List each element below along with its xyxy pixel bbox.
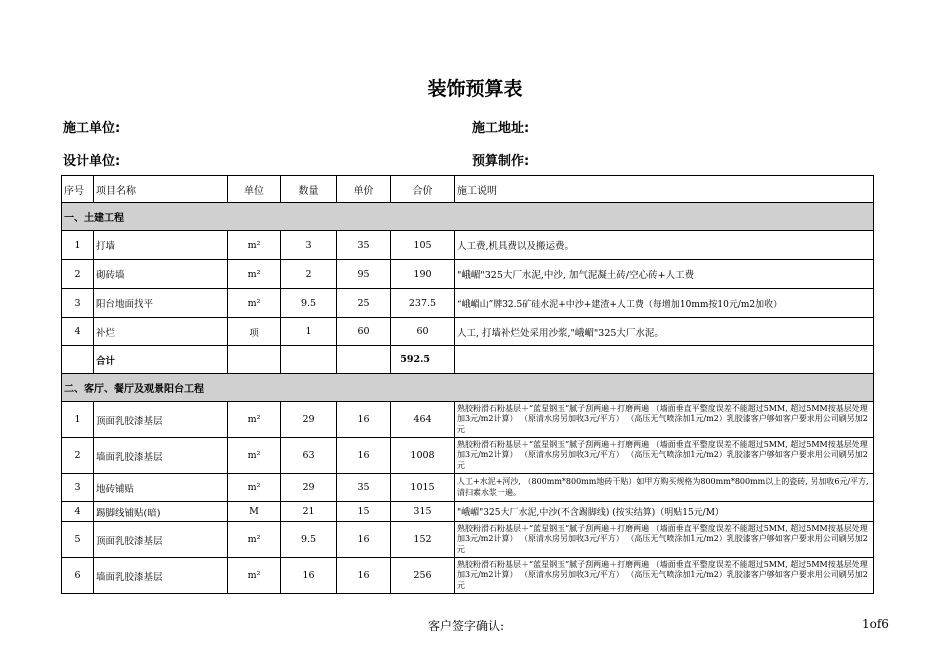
cell-no: 5: [62, 522, 94, 558]
cell-unit: m²: [228, 438, 281, 474]
cell-total: 105: [391, 231, 455, 260]
cell-no: 3: [62, 289, 94, 318]
cell-price: 60: [337, 318, 391, 346]
cell-no: 2: [62, 260, 94, 289]
cell-price: 16: [337, 522, 391, 558]
cell-unit: m²: [228, 522, 281, 558]
table-row: [62, 438, 874, 474]
cell-name: 墙面乳胶漆基层: [94, 438, 228, 474]
budget-maker-label: 预算制作:: [472, 154, 530, 169]
construction-unit-label: 施工单位:: [63, 121, 121, 136]
header-name: 项目名称: [94, 176, 228, 203]
cell-no: 1: [62, 402, 94, 438]
cell-name: 阳台地面找平: [94, 289, 228, 318]
cell-name: 顶面乳胶漆基层: [94, 522, 228, 558]
table-row: [62, 558, 874, 594]
cell-unit: m²: [228, 402, 281, 438]
table-header-row: [62, 176, 874, 203]
cell-unit: m²: [228, 260, 281, 289]
cell-total: 237.5: [391, 289, 455, 318]
cell-total: 1008: [391, 438, 455, 474]
cell-price: 35: [337, 474, 391, 502]
cell-price: 95: [337, 260, 391, 289]
section-title: 一、土建工程: [62, 203, 874, 231]
cell-no: 4: [62, 502, 94, 522]
cell-price: 16: [337, 438, 391, 474]
cell-unit: m²: [228, 558, 281, 594]
cell-qty: 63: [281, 438, 337, 474]
cell-desc: 熟胶粉滑石粉基层＋“蓝星钢玉”腻子刮两遍＋打磨两遍 （墙面垂直平整度误差不能超过5MM, 超过5MM按基层处理加3元/m2计算） （原清水房另加收3元/平方） （高压无气喷涂加1元/m2）乳胶漆客户够如客户要求用公司刷另加2元: [455, 558, 874, 594]
customer-signature-label: 客户签字确认:: [428, 619, 505, 633]
cell-unit: 项: [228, 318, 281, 346]
cell-qty: 21: [281, 502, 337, 522]
cell-desc: 人工+水泥+河沙, （800mm*800mm地砖干贴）如甲方购买规格为800mm*800mm以上的瓷砖, 另加收6元/平方, 清扫素水浆一遍。: [455, 474, 874, 502]
table-row: [62, 474, 874, 502]
header-unit: 单位: [228, 176, 281, 203]
header-qty: 数量: [281, 176, 337, 203]
cell-name: 顶面乳胶漆基层: [94, 402, 228, 438]
cell-price: 25: [337, 289, 391, 318]
subtotal-row: [62, 346, 874, 374]
section-title: 二、客厅、餐厅及观景阳台工程: [62, 374, 874, 402]
page-number: 1of6: [862, 617, 889, 631]
page-title: 装饰预算表: [427, 78, 523, 100]
cell-desc: 人工费,机具费以及搬运费。: [455, 231, 874, 260]
cell-name: 砌砖墙: [94, 260, 228, 289]
table-row: [62, 502, 874, 522]
cell-qty: 1: [281, 318, 337, 346]
table-row: [62, 522, 874, 558]
design-unit-label: 设计单位:: [63, 154, 121, 169]
construction-address-label: 施工地址:: [472, 121, 530, 136]
header-price: 单价: [337, 176, 391, 203]
cell-desc: "峨嵋"325大厂水泥,中沙(不含踢脚线) (按实结算)（明贴15元/M）: [455, 502, 874, 522]
cell-qty: 29: [281, 402, 337, 438]
cell-price: 16: [337, 558, 391, 594]
cell-qty: 16: [281, 558, 337, 594]
cell-unit: m²: [228, 474, 281, 502]
cell-total: 315: [391, 502, 455, 522]
subtotal-value: 592.5: [391, 346, 455, 374]
table-row: [62, 318, 874, 346]
header-desc: 施工说明: [455, 176, 874, 203]
cell-desc: 熟胶粉滑石粉基层＋“蓝星钢玉”腻子刮两遍＋打磨两遍 （墙面垂直平整度误差不能超过5MM, 超过5MM按基层处理加3元/m2计算） （原清水房另加收3元/平方） （高压无气喷涂加1元/m2）乳胶漆客户够如客户要求用公司刷另加2元: [455, 438, 874, 474]
cell-unit: m²: [228, 289, 281, 318]
cell-total: 152: [391, 522, 455, 558]
cell-total: 464: [391, 402, 455, 438]
cell-no: 3: [62, 474, 94, 502]
cell-total: 60: [391, 318, 455, 346]
cell-unit: m²: [228, 231, 281, 260]
header-no: 序号: [62, 176, 94, 203]
cell-qty: 9.5: [281, 522, 337, 558]
table-row: [62, 231, 874, 260]
budget-table: [61, 175, 874, 594]
cell-name: 踢脚线铺贴(暗): [94, 502, 228, 522]
cell-qty: 3: [281, 231, 337, 260]
table-row: [62, 289, 874, 318]
cell-no: 1: [62, 231, 94, 260]
cell-price: 35: [337, 231, 391, 260]
cell-no: 4: [62, 318, 94, 346]
cell-total: 1015: [391, 474, 455, 502]
cell-price: 15: [337, 502, 391, 522]
cell-no: 2: [62, 438, 94, 474]
cell-total: 256: [391, 558, 455, 594]
section-row: [62, 203, 874, 231]
header-total: 合价: [391, 176, 455, 203]
cell-desc: "峨嵋"325大厂水泥,中沙, 加气泥凝土砖/空心砖+人工费: [455, 260, 874, 289]
cell-price: 16: [337, 402, 391, 438]
cell-desc: 熟胶粉滑石粉基层＋“蓝星钢玉”腻子刮两遍＋打磨两遍 （墙面垂直平整度误差不能超过5MM, 超过5MM按基层处理加3元/m2计算） （原清水房另加收3元/平方） （高压无气喷涂加1元/m2）乳胶漆客户够如客户要求用公司刷另加2元: [455, 522, 874, 558]
cell-name: 墙面乳胶漆基层: [94, 558, 228, 594]
subtotal-label: 合计: [94, 346, 228, 374]
cell-desc: 熟胶粉滑石粉基层＋“蓝星钢玉”腻子刮两遍＋打磨两遍 （墙面垂直平整度误差不能超过5MM, 超过5MM按基层处理加3元/m2计算） （原清水房另加收3元/平方） （高压无气喷涂加1元/m2）乳胶漆客户够如客户要求用公司刷另加2元: [455, 402, 874, 438]
cell-qty: 9.5: [281, 289, 337, 318]
table-row: [62, 260, 874, 289]
cell-total: 190: [391, 260, 455, 289]
cell-desc: 人工, 打墙补烂处采用沙浆,"峨嵋"325大厂水泥。: [455, 318, 874, 346]
cell-desc: “峨嵋山”牌32.5矿硅水泥+中沙+建渣+人工费（每增加10mm按10元/m2加收）: [455, 289, 874, 318]
section-row: [62, 374, 874, 402]
cell-qty: 29: [281, 474, 337, 502]
cell-name: 地砖铺贴: [94, 474, 228, 502]
table-row: [62, 402, 874, 438]
cell-name: 补烂: [94, 318, 228, 346]
cell-name: 打墙: [94, 231, 228, 260]
cell-qty: 2: [281, 260, 337, 289]
cell-no: 6: [62, 558, 94, 594]
cell-unit: M: [228, 502, 281, 522]
